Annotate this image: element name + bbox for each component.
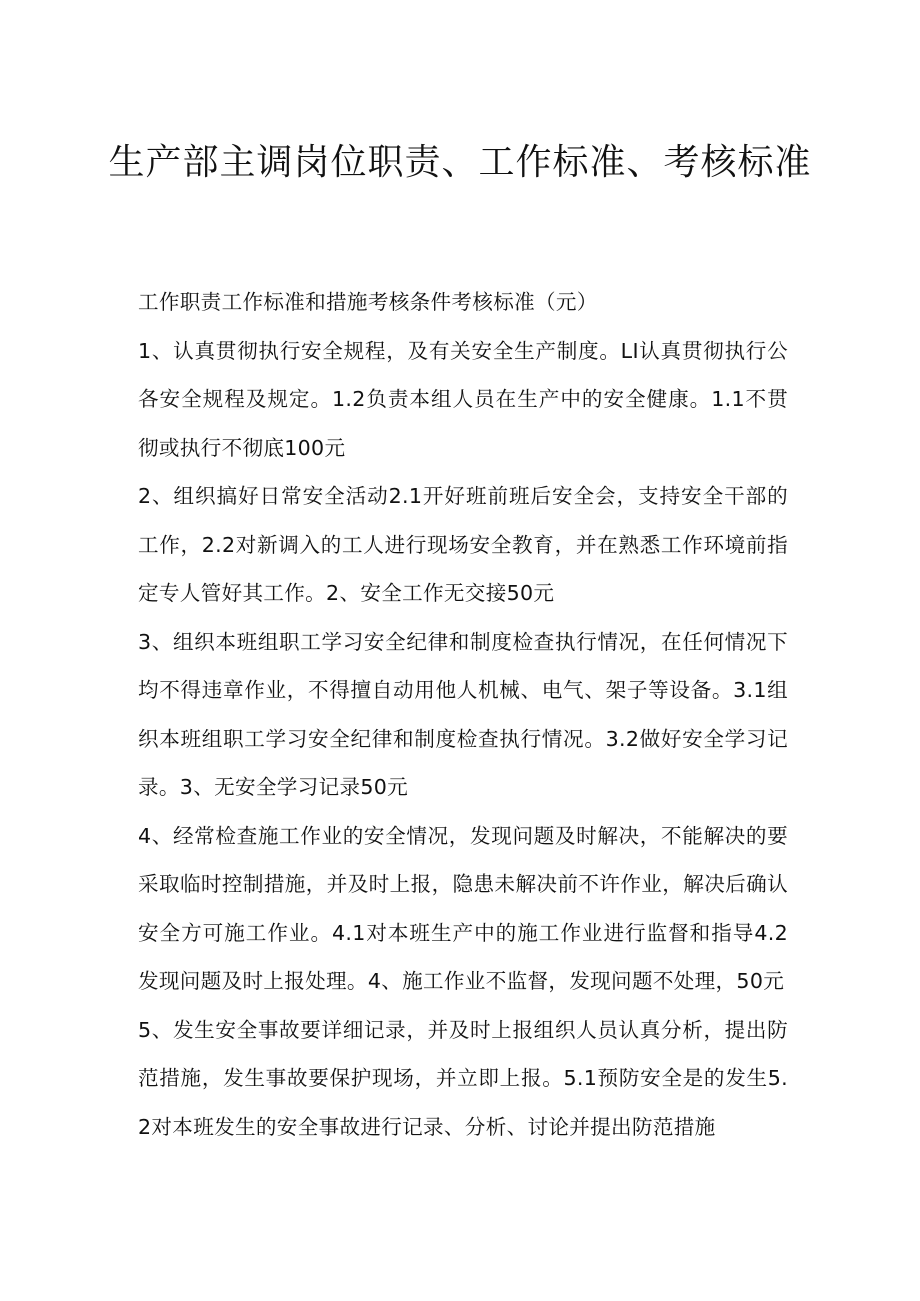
paragraph-2: 2、组织搞好日常安全活动2.1开好班前班后安全会，支持安全干部的工作，2.2对新调入的工人进行现场安全教育，并在熟悉工作环境前指定专人管好其工作。2、安全工作无交接50元 bbox=[138, 484, 788, 605]
paragraph-5: 5、发生安全事故要详细记录，并及时上报组织人员认真分析，提出防范措施，发生事故要保护现场，并立即上报。5.1预防安全是的发生5.2对本班发生的安全事故进行记录、分析、讨论并提出防范措施 bbox=[138, 1017, 788, 1139]
paragraph-1: 1、认真贯彻执行安全规程，及有关安全生产制度。LI认真贯彻执行公各安全规程及规定。1.2负责本组人员在生产中的安全健康。1.1不贯彻或执行不彻底100元 bbox=[138, 338, 788, 460]
paragraph-4: 4、经常检查施工作业的安全情况，发现问题及时解决，不能解决的要采取临时控制措施，并及时上报，隐患未解决前不许作业，解决后确认安全方可施工作业。4.1对本班生产中的施工作业进行监督和指导4.2发现问题及时上报处理。4、施工作业不监督，发现问题不处理，50元 bbox=[138, 823, 788, 993]
paragraph-3: 3、组织本班组职工学习安全纪律和制度检查执行情况，在任何情况下均不得违章作业，不得擅自动用他人机械、电气、架子等设备。3.1组织本班组职工学习安全纪律和制度检查执行情况。3.2做好安全学习记录。3、无安全学习记录50元 bbox=[138, 629, 788, 799]
document-title: 生产部主调岗位职责、工作标准、考核标准 bbox=[108, 142, 812, 183]
document-body bbox=[138, 278, 788, 1151]
table-header-row: 工作职责工作标准和措施考核条件考核标准（元） bbox=[138, 290, 598, 314]
